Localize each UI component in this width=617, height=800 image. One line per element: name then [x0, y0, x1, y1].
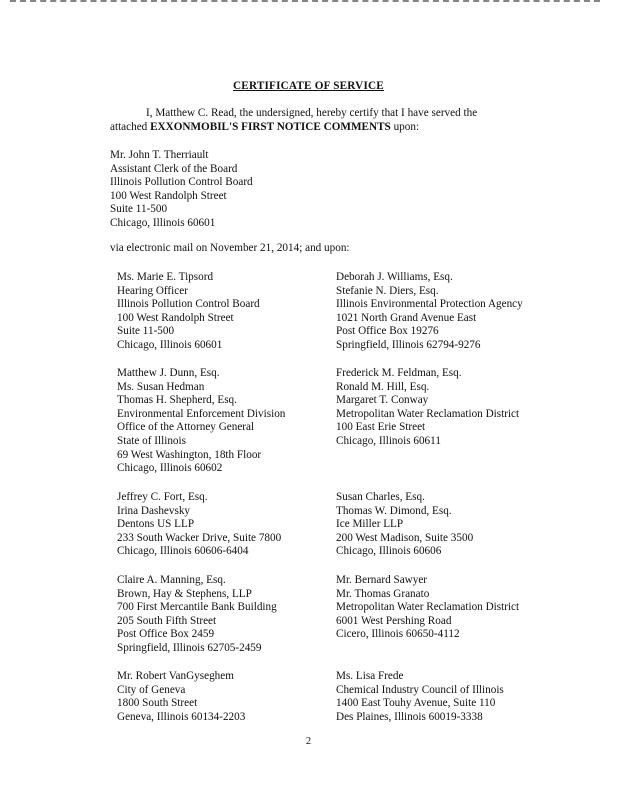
address-line: Ms. Marie E. Tipsord — [117, 271, 214, 283]
service-address-left — [117, 670, 245, 724]
address-line: Frederick M. Feldman, Esq. — [336, 367, 462, 379]
document-title: EXXONMOBIL'S FIRST NOTICE COMMENTS — [150, 120, 391, 133]
address-line: State of Illinois — [117, 434, 186, 447]
address-line: Metropolitan Water Reclamation District — [336, 407, 520, 420]
address-line: Illinois Environmental Protection Agency — [336, 298, 523, 311]
address-line: Chicago, Illinois 60601 — [110, 216, 216, 229]
address-line: Chicago, Illinois 60606-6404 — [117, 545, 249, 558]
address-line: City of Geneva — [117, 683, 186, 696]
service-address-left — [117, 367, 285, 476]
address-line: Matthew J. Dunn, Esq. — [117, 367, 220, 379]
address-line: Chicago, Illinois 60602 — [117, 462, 223, 475]
certification-line-2 — [110, 121, 530, 135]
address-line: 6001 West Pershing Road — [336, 614, 452, 627]
address-line: Mr. Robert VanGyseghem — [117, 670, 234, 682]
page-title: CERTIFICATE OF SERVICE — [233, 80, 384, 92]
certification-line-1: I, Matthew C. Read, the undersigned, hereby certify that I have served the — [146, 107, 478, 119]
address-line: Geneva, Illinois 60134-2203 — [117, 710, 246, 723]
address-line: Ms. Lisa Frede — [336, 670, 404, 682]
address-line: Mr. John T. Therriault — [110, 149, 209, 161]
address-line: Stefanie N. Diers, Esq. — [336, 284, 439, 297]
service-address-left — [117, 271, 260, 353]
address-line: Post Office Box 19276 — [336, 325, 439, 338]
address-line: Deborah J. Williams, Esq. — [336, 271, 453, 283]
certification-prefix: attached — [110, 120, 148, 133]
service-address-left — [117, 574, 277, 656]
service-address-right — [336, 367, 519, 449]
address-line: Chicago, Illinois 60606 — [336, 545, 442, 558]
address-line: Environmental Enforcement Division — [117, 407, 286, 420]
address-line: 100 West Randolph Street — [110, 189, 227, 202]
address-line: Ice Miller LLP — [336, 518, 404, 531]
certification-statement — [110, 107, 530, 134]
address-line: Brown, Hay & Stephens, LLP — [117, 587, 252, 600]
address-line: 205 South Fifth Street — [117, 614, 217, 627]
address-line: Chemical Industry Council of Illinois — [336, 683, 504, 696]
page-number: 2 — [305, 736, 312, 747]
address-line: Assistant Clerk of the Board — [110, 162, 238, 175]
address-line: Illinois Pollution Control Board — [117, 298, 260, 311]
address-line: Jeffrey C. Fort, Esq. — [117, 491, 208, 503]
address-line: Thomas W. Dimond, Esq. — [336, 504, 452, 517]
address-line: Susan Charles, Esq. — [336, 491, 425, 503]
address-line: Metropolitan Water Reclamation District — [336, 601, 520, 614]
address-line: Suite 11-500 — [117, 325, 175, 338]
address-line: Irina Dashevsky — [117, 504, 191, 517]
primary-recipient-address — [110, 149, 253, 231]
service-address-left — [117, 491, 281, 559]
address-line: Chicago, Illinois 60601 — [117, 338, 223, 351]
service-address-right — [336, 271, 523, 353]
address-line: Post Office Box 2459 — [117, 628, 215, 641]
address-line: Dentons US LLP — [117, 518, 195, 531]
service-method-text: via electronic mail on November 21, 2014; and upon: — [110, 242, 350, 254]
address-line: 1400 East Touhy Avenue, Suite 110 — [336, 697, 496, 710]
address-line: Mr. Thomas Granato — [336, 587, 430, 600]
address-line: Margaret T. Conway — [336, 394, 429, 407]
address-line: Office of the Attorney General — [117, 421, 255, 434]
scan-top-border — [10, 0, 600, 7]
address-line: Illinois Pollution Control Board — [110, 176, 253, 189]
address-line: 233 South Wacker Drive, Suite 7800 — [117, 531, 282, 544]
address-line: Ms. Susan Hedman — [117, 380, 205, 393]
address-line: Suite 11-500 — [110, 203, 168, 216]
address-line: Mr. Bernard Sawyer — [336, 574, 428, 586]
certification-suffix: upon: — [393, 120, 420, 133]
service-address-right — [336, 574, 519, 642]
address-line: Ronald M. Hill, Esq. — [336, 380, 430, 393]
address-line: Chicago, Illinois 60611 — [336, 434, 441, 447]
address-line: 100 East Erie Street — [336, 421, 426, 434]
address-line: Cicero, Illinois 60650-4112 — [336, 628, 460, 641]
service-address-right — [336, 670, 504, 724]
address-line: Thomas H. Shepherd, Esq. — [117, 394, 237, 407]
address-line: 69 West Washington, 18th Floor — [117, 448, 262, 461]
address-line: 700 First Mercantile Bank Building — [117, 601, 277, 614]
service-address-right — [336, 491, 473, 559]
address-line: 200 West Madison, Suite 3500 — [336, 531, 474, 544]
address-line: Claire A. Manning, Esq. — [117, 574, 226, 586]
address-line: Hearing Officer — [117, 284, 188, 297]
address-line: Springfield, Illinois 62705-2459 — [117, 641, 262, 654]
address-line: 1800 South Street — [117, 697, 198, 710]
address-line: 1021 North Grand Avenue East — [336, 311, 477, 324]
address-line: 100 West Randolph Street — [117, 311, 234, 324]
address-line: Des Plaines, Illinois 60019-3338 — [336, 710, 483, 723]
address-line: Springfield, Illinois 62794-9276 — [336, 338, 481, 351]
